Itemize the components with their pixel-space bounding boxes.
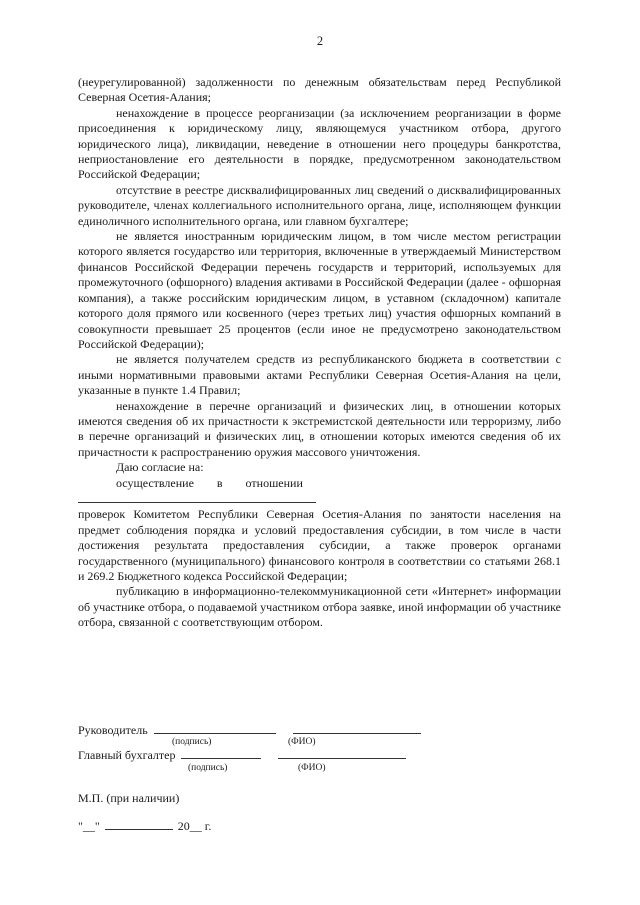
date-year: 20__ г.: [177, 819, 212, 833]
paragraph-consent-heading: Даю согласие на:: [116, 460, 204, 475]
consent-line-text: осуществление в отношении: [116, 475, 303, 490]
paragraph-budget: не является получателем средств из республиканского бюджета в соответствии с иными нормативными правовыми актами Республики Северная Осетия-Алания на цели, указанные в пункте 1.4 Правил;: [78, 352, 561, 398]
stamp-label: М.П. (при наличии): [78, 791, 180, 805]
accountant-name-line[interactable]: [278, 747, 406, 759]
head-signature-line[interactable]: [154, 722, 276, 734]
date-day: "__": [78, 819, 100, 833]
accountant-signature-caption: (подпись): [188, 763, 228, 773]
date-row: [78, 818, 211, 834]
paragraph-publication: публикацию в информационно-телекоммуникационной сети «Интернет» информации об участнике отбора, о подаваемой участником отбора заявке, иной информации об участнике отбора, связанной с соответствующим отбором.: [78, 584, 561, 630]
consent-blank-line[interactable]: [78, 491, 316, 503]
head-signature-row: [78, 722, 421, 738]
page-number: 2: [316, 34, 324, 48]
head-signature-caption: (подпись): [172, 737, 212, 747]
head-name-line[interactable]: [293, 722, 421, 734]
paragraph-reorganization: ненахождение в процессе реорганизации (за исключением реорганизации в форме присоединения к юридическому лицу, являющемуся участником отбора, другого юридического лица), ликвидации, неведение в отношении него процедуры банкротства, неприостановление его деятельности в порядке, предусмотренном законодательством Российской Федерации;: [78, 105, 561, 182]
accountant-name-caption: (ФИО): [298, 763, 326, 773]
head-label: Руководитель: [78, 723, 148, 737]
paragraph-debt: (неурегулированной) задолженности по денежным обязательствам перед Республикой Северная Осетия-Алания;: [78, 75, 561, 105]
accountant-signature-line[interactable]: [181, 747, 261, 759]
accountant-label: Главный бухгалтер: [78, 748, 176, 762]
paragraph-inspections: проверок Комитетом Республики Северная Осетия-Алания по занятости населения на предмет соблюдения порядка и условий предоставления субсидии, в том числе в части достижения результата предоставления субсидии, а также проверок органами государственного (муниципального) финансового контроля в соответствии со статьями 268.1 и 269.2 Бюджетного кодекса Российской Федерации;: [78, 507, 561, 583]
document-body: [78, 75, 561, 631]
paragraph-consent-line: [78, 476, 561, 508]
paragraph-disqualified: отсутствие в реестре дисквалифицированных лиц сведений о дисквалифицированных руководителе, членах коллегиального исполнительного органа, лице, исполняющем функции единоличного исполнительного органа, или главном бухгалтере;: [78, 182, 561, 228]
paragraph-extremism: ненахождение в перечне организаций и физических лиц, в отношении которых имеются сведения об их причастности к экстремистской деятельности или терроризму, либо в перечне организаций и физических лиц, в отношении которых имеются сведения об их причастности к распространению оружия массового уничтожения.: [78, 398, 561, 459]
head-name-caption: (ФИО): [288, 737, 316, 747]
paragraph-offshore: не является иностранным юридическим лицом, в том числе местом регистрации которого является государство или территория, включенные в утверждаемый Министерством финансов Российской Федерации перечень государств и территорий, используемых для промежуточного (офшорного) владения активами в Российской Федерации (далее - офшорная компания), а также российским юридическим лицом, в уставном (складочном) капитале которого доля прямого или косвенного (через третьих лиц) участия офшорных компаний в совокупности превышает 25 процентов (если иное не предусмотрено законодательством Российской Федерации);: [78, 229, 561, 351]
accountant-signature-row: [78, 747, 406, 763]
date-month-line[interactable]: [105, 818, 173, 830]
